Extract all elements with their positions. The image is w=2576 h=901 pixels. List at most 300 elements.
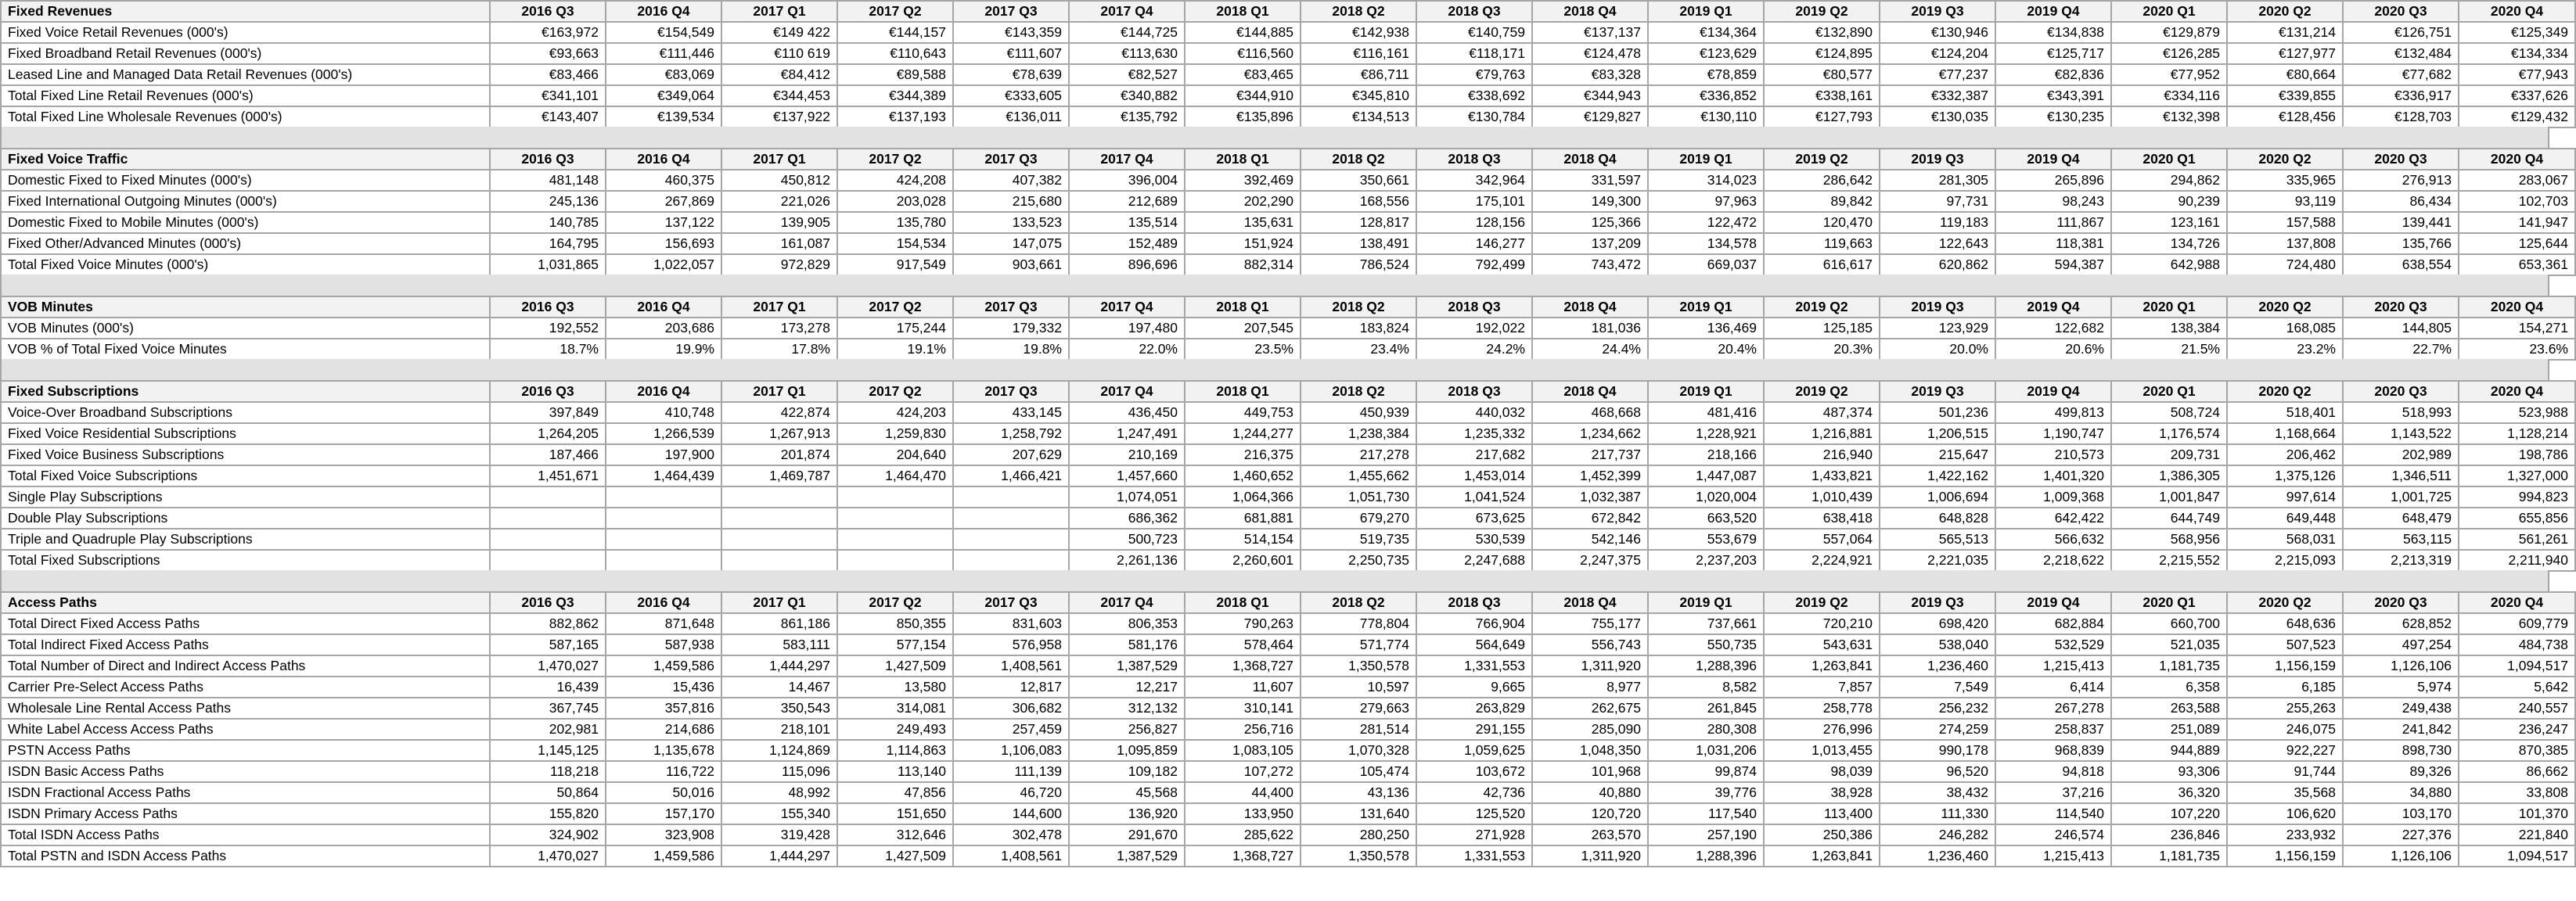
value-cell[interactable]: 281,305 xyxy=(1880,170,1995,191)
value-cell[interactable]: €93,663 xyxy=(490,43,606,64)
row-label-cell[interactable]: Single Play Subscriptions xyxy=(1,486,490,508)
value-cell[interactable]: 276,996 xyxy=(1764,719,1880,740)
period-header-cell[interactable]: 2018 Q4 xyxy=(1532,1,1648,22)
value-cell[interactable]: 1,135,678 xyxy=(606,740,721,761)
value-cell[interactable]: €129,879 xyxy=(2111,22,2227,43)
value-cell[interactable]: 1,022,057 xyxy=(606,254,721,275)
value-cell[interactable]: €144,885 xyxy=(1185,22,1301,43)
value-cell[interactable]: 175,244 xyxy=(837,318,953,339)
value-cell[interactable]: €132,484 xyxy=(2343,43,2459,64)
value-cell[interactable]: 285,622 xyxy=(1185,824,1301,845)
value-cell[interactable]: 294,862 xyxy=(2111,170,2227,191)
value-cell[interactable]: 2,211,940 xyxy=(2459,550,2575,571)
period-header-cell[interactable]: 2017 Q2 xyxy=(837,381,953,402)
value-cell[interactable]: 204,640 xyxy=(837,444,953,465)
value-cell[interactable]: 1,263,841 xyxy=(1764,655,1880,677)
value-cell[interactable]: 146,277 xyxy=(1416,233,1532,254)
value-cell[interactable]: 648,636 xyxy=(2227,613,2343,634)
period-header-cell[interactable]: 2016 Q4 xyxy=(606,592,721,613)
value-cell[interactable]: 306,682 xyxy=(953,698,1069,719)
value-cell[interactable]: €84,412 xyxy=(721,64,837,85)
period-header-cell[interactable]: 2019 Q2 xyxy=(1764,149,1880,170)
value-cell[interactable]: €144,725 xyxy=(1069,22,1185,43)
value-cell[interactable]: 2,215,093 xyxy=(2227,550,2343,571)
value-cell[interactable]: 653,361 xyxy=(2459,254,2575,275)
value-cell[interactable] xyxy=(721,508,837,529)
period-header-cell[interactable]: 2019 Q1 xyxy=(1648,1,1764,22)
value-cell[interactable]: 566,632 xyxy=(1995,529,2111,550)
value-cell[interactable]: 500,723 xyxy=(1069,529,1185,550)
value-cell[interactable]: 291,155 xyxy=(1416,719,1532,740)
period-header-cell[interactable]: 2017 Q2 xyxy=(837,149,953,170)
period-header-cell[interactable]: 2018 Q1 xyxy=(1185,592,1301,613)
period-header-cell[interactable]: 2019 Q3 xyxy=(1880,1,1995,22)
value-cell[interactable]: €336,852 xyxy=(1648,85,1764,106)
value-cell[interactable]: 256,232 xyxy=(1880,698,1995,719)
value-cell[interactable]: 1,215,413 xyxy=(1995,845,2111,867)
value-cell[interactable]: 40,880 xyxy=(1532,782,1648,803)
value-cell[interactable]: 23.4% xyxy=(1301,339,1416,360)
value-cell[interactable]: 138,384 xyxy=(2111,318,2227,339)
period-header-cell[interactable]: 2017 Q1 xyxy=(721,149,837,170)
value-cell[interactable]: €137,137 xyxy=(1532,22,1648,43)
period-header-cell[interactable]: 2017 Q2 xyxy=(837,592,953,613)
period-header-cell[interactable]: 2020 Q1 xyxy=(2111,149,2227,170)
period-header-cell[interactable]: 2020 Q4 xyxy=(2459,592,2575,613)
period-header-cell[interactable]: 2017 Q3 xyxy=(953,381,1069,402)
value-cell[interactable]: 155,820 xyxy=(490,803,606,824)
value-cell[interactable]: 267,278 xyxy=(1995,698,2111,719)
value-cell[interactable]: 997,614 xyxy=(2227,486,2343,508)
value-cell[interactable]: 1,331,553 xyxy=(1416,655,1532,677)
value-cell[interactable]: 93,306 xyxy=(2111,761,2227,782)
value-cell[interactable]: 450,812 xyxy=(721,170,837,191)
value-cell[interactable]: €132,890 xyxy=(1764,22,1880,43)
period-header-cell[interactable]: 2019 Q2 xyxy=(1764,1,1880,22)
value-cell[interactable]: €77,682 xyxy=(2343,64,2459,85)
value-cell[interactable]: 648,828 xyxy=(1880,508,1995,529)
period-header-cell[interactable]: 2017 Q4 xyxy=(1069,1,1185,22)
value-cell[interactable]: 1,408,561 xyxy=(953,845,1069,867)
period-header-cell[interactable]: 2018 Q2 xyxy=(1301,1,1416,22)
value-cell[interactable]: 50,864 xyxy=(490,782,606,803)
value-cell[interactable]: 563,115 xyxy=(2343,529,2459,550)
value-cell[interactable]: €154,549 xyxy=(606,22,721,43)
value-cell[interactable]: 5,974 xyxy=(2343,677,2459,698)
value-cell[interactable]: 1,455,662 xyxy=(1301,465,1416,486)
value-cell[interactable]: 644,749 xyxy=(2111,508,2227,529)
value-cell[interactable]: 285,090 xyxy=(1532,719,1648,740)
value-cell[interactable]: 1,124,869 xyxy=(721,740,837,761)
period-header-cell[interactable]: 2020 Q2 xyxy=(2227,381,2343,402)
value-cell[interactable]: 587,165 xyxy=(490,634,606,655)
value-cell[interactable]: €332,387 xyxy=(1880,85,1995,106)
value-cell[interactable]: €129,432 xyxy=(2459,106,2575,127)
value-cell[interactable]: 47,856 xyxy=(837,782,953,803)
value-cell[interactable]: €116,560 xyxy=(1185,43,1301,64)
row-label-cell[interactable]: Fixed Other/Advanced Minutes (000's) xyxy=(1,233,490,254)
value-cell[interactable]: 246,075 xyxy=(2227,719,2343,740)
period-header-cell[interactable]: 2016 Q4 xyxy=(606,296,721,318)
value-cell[interactable]: 1,427,509 xyxy=(837,845,953,867)
value-cell[interactable]: 134,578 xyxy=(1648,233,1764,254)
value-cell[interactable]: 917,549 xyxy=(837,254,953,275)
value-cell[interactable]: 22.7% xyxy=(2343,339,2459,360)
value-cell[interactable]: 1,408,561 xyxy=(953,655,1069,677)
period-header-cell[interactable]: 2016 Q3 xyxy=(490,1,606,22)
value-cell[interactable]: 587,938 xyxy=(606,634,721,655)
value-cell[interactable]: 350,543 xyxy=(721,698,837,719)
value-cell[interactable]: 279,663 xyxy=(1301,698,1416,719)
value-cell[interactable]: 8,977 xyxy=(1532,677,1648,698)
value-cell[interactable]: 1,176,574 xyxy=(2111,423,2227,444)
value-cell[interactable]: 766,904 xyxy=(1416,613,1532,634)
value-cell[interactable]: 19.1% xyxy=(837,339,953,360)
period-header-cell[interactable]: 2017 Q4 xyxy=(1069,149,1185,170)
value-cell[interactable]: 1,264,205 xyxy=(490,423,606,444)
period-header-cell[interactable]: 2019 Q3 xyxy=(1880,296,1995,318)
value-cell[interactable]: 217,682 xyxy=(1416,444,1532,465)
value-cell[interactable]: €130,784 xyxy=(1416,106,1532,127)
value-cell[interactable]: €337,626 xyxy=(2459,85,2575,106)
value-cell[interactable]: €139,534 xyxy=(606,106,721,127)
value-cell[interactable]: 679,270 xyxy=(1301,508,1416,529)
value-cell[interactable]: 1,457,660 xyxy=(1069,465,1185,486)
value-cell[interactable]: 135,514 xyxy=(1069,212,1185,233)
value-cell[interactable]: 1,311,920 xyxy=(1532,845,1648,867)
section-title[interactable]: Fixed Subscriptions xyxy=(1,381,490,402)
value-cell[interactable]: 38,432 xyxy=(1880,782,1995,803)
value-cell[interactable]: 1,401,320 xyxy=(1995,465,2111,486)
value-cell[interactable]: 123,929 xyxy=(1880,318,1995,339)
value-cell[interactable]: 396,004 xyxy=(1069,170,1185,191)
value-cell[interactable]: 1,094,517 xyxy=(2459,845,2575,867)
value-cell[interactable]: 1,032,387 xyxy=(1532,486,1648,508)
period-header-cell[interactable]: 2017 Q3 xyxy=(953,592,1069,613)
value-cell[interactable]: 350,661 xyxy=(1301,170,1416,191)
value-cell[interactable]: 568,031 xyxy=(2227,529,2343,550)
value-cell[interactable]: 137,209 xyxy=(1532,233,1648,254)
value-cell[interactable]: €340,882 xyxy=(1069,85,1185,106)
value-cell[interactable] xyxy=(721,486,837,508)
value-cell[interactable]: 556,743 xyxy=(1532,634,1648,655)
value-cell[interactable]: €123,629 xyxy=(1648,43,1764,64)
value-cell[interactable]: 1,215,413 xyxy=(1995,655,2111,677)
value-cell[interactable]: 319,428 xyxy=(721,824,837,845)
value-cell[interactable]: 436,450 xyxy=(1069,402,1185,423)
value-cell[interactable]: 250,386 xyxy=(1764,824,1880,845)
value-cell[interactable]: 450,939 xyxy=(1301,402,1416,423)
value-cell[interactable]: 6,414 xyxy=(1995,677,2111,698)
value-cell[interactable]: €127,977 xyxy=(2227,43,2343,64)
value-cell[interactable]: €80,577 xyxy=(1764,64,1880,85)
value-cell[interactable]: €110 619 xyxy=(721,43,837,64)
value-cell[interactable]: 125,185 xyxy=(1764,318,1880,339)
value-cell[interactable]: 135,631 xyxy=(1185,212,1301,233)
value-cell[interactable]: 202,981 xyxy=(490,719,606,740)
value-cell[interactable]: 20.4% xyxy=(1648,339,1764,360)
value-cell[interactable]: €143,359 xyxy=(953,22,1069,43)
value-cell[interactable]: 140,785 xyxy=(490,212,606,233)
value-cell[interactable]: 15,436 xyxy=(606,677,721,698)
value-cell[interactable]: 13,580 xyxy=(837,677,953,698)
value-cell[interactable]: 542,146 xyxy=(1532,529,1648,550)
period-header-cell[interactable]: 2018 Q3 xyxy=(1416,1,1532,22)
value-cell[interactable]: €134,838 xyxy=(1995,22,2111,43)
value-cell[interactable]: 508,724 xyxy=(2111,402,2227,423)
value-cell[interactable]: 101,968 xyxy=(1532,761,1648,782)
period-header-cell[interactable]: 2018 Q2 xyxy=(1301,296,1416,318)
value-cell[interactable]: €78,859 xyxy=(1648,64,1764,85)
value-cell[interactable]: 861,186 xyxy=(721,613,837,634)
value-cell[interactable]: 35,568 xyxy=(2227,782,2343,803)
value-cell[interactable]: 233,932 xyxy=(2227,824,2343,845)
row-label-cell[interactable]: Total ISDN Access Paths xyxy=(1,824,490,845)
value-cell[interactable]: 543,631 xyxy=(1764,634,1880,655)
value-cell[interactable]: 203,028 xyxy=(837,191,953,212)
period-header-cell[interactable]: 2020 Q3 xyxy=(2343,381,2459,402)
period-header-cell[interactable]: 2018 Q4 xyxy=(1532,149,1648,170)
value-cell[interactable]: 1,006,694 xyxy=(1880,486,1995,508)
value-cell[interactable]: 468,668 xyxy=(1532,402,1648,423)
value-cell[interactable]: 648,479 xyxy=(2343,508,2459,529)
value-cell[interactable]: 157,170 xyxy=(606,803,721,824)
row-label-cell[interactable]: White Label Access Access Paths xyxy=(1,719,490,740)
value-cell[interactable]: 249,493 xyxy=(837,719,953,740)
value-cell[interactable]: 871,648 xyxy=(606,613,721,634)
value-cell[interactable]: 484,738 xyxy=(2459,634,2575,655)
value-cell[interactable]: 1,375,126 xyxy=(2227,465,2343,486)
value-cell[interactable]: €118,171 xyxy=(1416,43,1532,64)
value-cell[interactable]: 164,795 xyxy=(490,233,606,254)
value-cell[interactable]: 790,263 xyxy=(1185,613,1301,634)
value-cell[interactable]: 720,210 xyxy=(1764,613,1880,634)
value-cell[interactable]: 440,032 xyxy=(1416,402,1532,423)
value-cell[interactable]: €116,161 xyxy=(1301,43,1416,64)
value-cell[interactable]: 141,947 xyxy=(2459,212,2575,233)
value-cell[interactable]: 161,087 xyxy=(721,233,837,254)
value-cell[interactable]: €334,116 xyxy=(2111,85,2227,106)
value-cell[interactable]: 101,370 xyxy=(2459,803,2575,824)
value-cell[interactable]: 994,823 xyxy=(2459,486,2575,508)
period-header-cell[interactable]: 2018 Q2 xyxy=(1301,149,1416,170)
row-label-cell[interactable]: Voice-Over Broadband Subscriptions xyxy=(1,402,490,423)
value-cell[interactable]: 682,884 xyxy=(1995,613,2111,634)
value-cell[interactable]: 424,203 xyxy=(837,402,953,423)
value-cell[interactable]: 151,924 xyxy=(1185,233,1301,254)
value-cell[interactable]: 46,720 xyxy=(953,782,1069,803)
row-label-cell[interactable]: Fixed International Outgoing Minutes (000's) xyxy=(1,191,490,212)
value-cell[interactable]: 669,037 xyxy=(1648,254,1764,275)
value-cell[interactable] xyxy=(953,486,1069,508)
value-cell[interactable]: 24.4% xyxy=(1532,339,1648,360)
value-cell[interactable]: 850,355 xyxy=(837,613,953,634)
value-cell[interactable]: 34,880 xyxy=(2343,782,2459,803)
value-cell[interactable]: 594,387 xyxy=(1995,254,2111,275)
value-cell[interactable]: 262,675 xyxy=(1532,698,1648,719)
row-label-cell[interactable]: Total Fixed Subscriptions xyxy=(1,550,490,571)
value-cell[interactable]: 212,689 xyxy=(1069,191,1185,212)
value-cell[interactable]: 481,416 xyxy=(1648,402,1764,423)
value-cell[interactable]: 499,813 xyxy=(1995,402,2111,423)
value-cell[interactable]: 33,808 xyxy=(2459,782,2575,803)
value-cell[interactable]: 1,453,014 xyxy=(1416,465,1532,486)
value-cell[interactable]: 258,837 xyxy=(1995,719,2111,740)
value-cell[interactable]: 638,554 xyxy=(2343,254,2459,275)
period-header-cell[interactable]: 2019 Q4 xyxy=(1995,592,2111,613)
value-cell[interactable]: 1,386,305 xyxy=(2111,465,2227,486)
value-cell[interactable]: 144,805 xyxy=(2343,318,2459,339)
value-cell[interactable]: €344,389 xyxy=(837,85,953,106)
row-label-cell[interactable]: Leased Line and Managed Data Retail Revenues (000's) xyxy=(1,64,490,85)
value-cell[interactable]: 2,250,735 xyxy=(1301,550,1416,571)
value-cell[interactable]: 331,597 xyxy=(1532,170,1648,191)
value-cell[interactable]: 302,478 xyxy=(953,824,1069,845)
value-cell[interactable]: 990,178 xyxy=(1880,740,1995,761)
value-cell[interactable]: 972,829 xyxy=(721,254,837,275)
value-cell[interactable]: 663,520 xyxy=(1648,508,1764,529)
value-cell[interactable]: 2,224,921 xyxy=(1764,550,1880,571)
value-cell[interactable] xyxy=(953,529,1069,550)
period-header-cell[interactable]: 2016 Q3 xyxy=(490,381,606,402)
value-cell[interactable]: 523,988 xyxy=(2459,402,2575,423)
value-cell[interactable]: 1,059,625 xyxy=(1416,740,1532,761)
value-cell[interactable]: 281,514 xyxy=(1301,719,1416,740)
value-cell[interactable]: 18.7% xyxy=(490,339,606,360)
value-cell[interactable]: 120,720 xyxy=(1532,803,1648,824)
value-cell[interactable]: 1,020,004 xyxy=(1648,486,1764,508)
period-header-cell[interactable]: 2017 Q2 xyxy=(837,296,953,318)
value-cell[interactable]: 168,556 xyxy=(1301,191,1416,212)
value-cell[interactable]: 1,216,881 xyxy=(1764,423,1880,444)
value-cell[interactable]: 134,726 xyxy=(2111,233,2227,254)
value-cell[interactable]: 23.5% xyxy=(1185,339,1301,360)
period-header-cell[interactable]: 2020 Q3 xyxy=(2343,149,2459,170)
period-header-cell[interactable]: 2019 Q2 xyxy=(1764,592,1880,613)
value-cell[interactable]: 1,106,083 xyxy=(953,740,1069,761)
value-cell[interactable]: €130,946 xyxy=(1880,22,1995,43)
value-cell[interactable]: 210,169 xyxy=(1069,444,1185,465)
value-cell[interactable]: 122,682 xyxy=(1995,318,2111,339)
value-cell[interactable]: €140,759 xyxy=(1416,22,1532,43)
value-cell[interactable]: 283,067 xyxy=(2459,170,2575,191)
value-cell[interactable]: 342,964 xyxy=(1416,170,1532,191)
value-cell[interactable]: €338,692 xyxy=(1416,85,1532,106)
value-cell[interactable]: 192,552 xyxy=(490,318,606,339)
period-header-cell[interactable]: 2020 Q4 xyxy=(2459,381,2575,402)
value-cell[interactable]: 698,420 xyxy=(1880,613,1995,634)
value-cell[interactable]: 324,902 xyxy=(490,824,606,845)
value-cell[interactable]: 11,607 xyxy=(1185,677,1301,698)
value-cell[interactable]: 449,753 xyxy=(1185,402,1301,423)
value-cell[interactable]: 357,816 xyxy=(606,698,721,719)
value-cell[interactable]: 113,140 xyxy=(837,761,953,782)
value-cell[interactable]: 616,617 xyxy=(1764,254,1880,275)
value-cell[interactable]: 1,258,792 xyxy=(953,423,1069,444)
value-cell[interactable]: 335,965 xyxy=(2227,170,2343,191)
value-cell[interactable]: 23.2% xyxy=(2227,339,2343,360)
value-cell[interactable]: 119,183 xyxy=(1880,212,1995,233)
value-cell[interactable]: 660,700 xyxy=(2111,613,2227,634)
value-cell[interactable]: 152,489 xyxy=(1069,233,1185,254)
value-cell[interactable]: 422,874 xyxy=(721,402,837,423)
period-header-cell[interactable]: 2018 Q1 xyxy=(1185,1,1301,22)
value-cell[interactable]: 261,845 xyxy=(1648,698,1764,719)
value-cell[interactable]: 86,662 xyxy=(2459,761,2575,782)
row-label-cell[interactable]: Total PSTN and ISDN Access Paths xyxy=(1,845,490,867)
value-cell[interactable] xyxy=(837,550,953,571)
value-cell[interactable]: 157,588 xyxy=(2227,212,2343,233)
row-label-cell[interactable]: Fixed Voice Residential Subscriptions xyxy=(1,423,490,444)
value-cell[interactable]: 673,625 xyxy=(1416,508,1532,529)
value-cell[interactable]: 1,350,578 xyxy=(1301,845,1416,867)
value-cell[interactable]: 263,588 xyxy=(2111,698,2227,719)
value-cell[interactable]: 1,235,332 xyxy=(1416,423,1532,444)
value-cell[interactable]: 1,228,921 xyxy=(1648,423,1764,444)
value-cell[interactable]: €110,643 xyxy=(837,43,953,64)
value-cell[interactable]: 792,499 xyxy=(1416,254,1532,275)
value-cell[interactable]: 578,464 xyxy=(1185,634,1301,655)
value-cell[interactable]: 553,679 xyxy=(1648,529,1764,550)
value-cell[interactable]: €82,836 xyxy=(1995,64,2111,85)
value-cell[interactable]: €89,588 xyxy=(837,64,953,85)
value-cell[interactable]: 151,650 xyxy=(837,803,953,824)
value-cell[interactable]: 44,400 xyxy=(1185,782,1301,803)
value-cell[interactable]: €77,943 xyxy=(2459,64,2575,85)
value-cell[interactable]: €126,285 xyxy=(2111,43,2227,64)
value-cell[interactable]: €83,465 xyxy=(1185,64,1301,85)
period-header-cell[interactable]: 2018 Q2 xyxy=(1301,592,1416,613)
value-cell[interactable]: 10,597 xyxy=(1301,677,1416,698)
value-cell[interactable]: 944,889 xyxy=(2111,740,2227,761)
value-cell[interactable]: 14,467 xyxy=(721,677,837,698)
value-cell[interactable]: 258,778 xyxy=(1764,698,1880,719)
period-header-cell[interactable]: 2019 Q4 xyxy=(1995,381,2111,402)
value-cell[interactable]: 1,064,366 xyxy=(1185,486,1301,508)
value-cell[interactable]: 216,940 xyxy=(1764,444,1880,465)
value-cell[interactable]: 538,040 xyxy=(1880,634,1995,655)
value-cell[interactable]: 561,261 xyxy=(2459,529,2575,550)
row-label-cell[interactable]: VOB % of Total Fixed Voice Minutes xyxy=(1,339,490,360)
value-cell[interactable]: 133,523 xyxy=(953,212,1069,233)
value-cell[interactable]: 1,114,863 xyxy=(837,740,953,761)
value-cell[interactable]: 106,620 xyxy=(2227,803,2343,824)
value-cell[interactable]: 1,168,664 xyxy=(2227,423,2343,444)
value-cell[interactable]: 6,358 xyxy=(2111,677,2227,698)
value-cell[interactable]: 128,817 xyxy=(1301,212,1416,233)
value-cell[interactable]: 89,842 xyxy=(1764,191,1880,212)
value-cell[interactable]: 1,094,517 xyxy=(2459,655,2575,677)
value-cell[interactable] xyxy=(606,550,721,571)
value-cell[interactable]: 2,237,203 xyxy=(1648,550,1764,571)
row-label-cell[interactable]: Domestic Fixed to Fixed Minutes (000's) xyxy=(1,170,490,191)
value-cell[interactable]: €143,407 xyxy=(490,106,606,127)
value-cell[interactable]: 1,327,000 xyxy=(2459,465,2575,486)
value-cell[interactable]: 2,247,688 xyxy=(1416,550,1532,571)
value-cell[interactable]: 131,640 xyxy=(1301,803,1416,824)
value-cell[interactable]: 7,549 xyxy=(1880,677,1995,698)
value-cell[interactable]: 43,136 xyxy=(1301,782,1416,803)
value-cell[interactable]: 245,136 xyxy=(490,191,606,212)
value-cell[interactable]: 246,574 xyxy=(1995,824,2111,845)
value-cell[interactable]: 628,852 xyxy=(2343,613,2459,634)
value-cell[interactable]: 168,085 xyxy=(2227,318,2343,339)
period-header-cell[interactable]: 2019 Q1 xyxy=(1648,592,1764,613)
value-cell[interactable]: 501,236 xyxy=(1880,402,1995,423)
value-cell[interactable]: 286,642 xyxy=(1764,170,1880,191)
value-cell[interactable]: €134,513 xyxy=(1301,106,1416,127)
value-cell[interactable]: 7,857 xyxy=(1764,677,1880,698)
